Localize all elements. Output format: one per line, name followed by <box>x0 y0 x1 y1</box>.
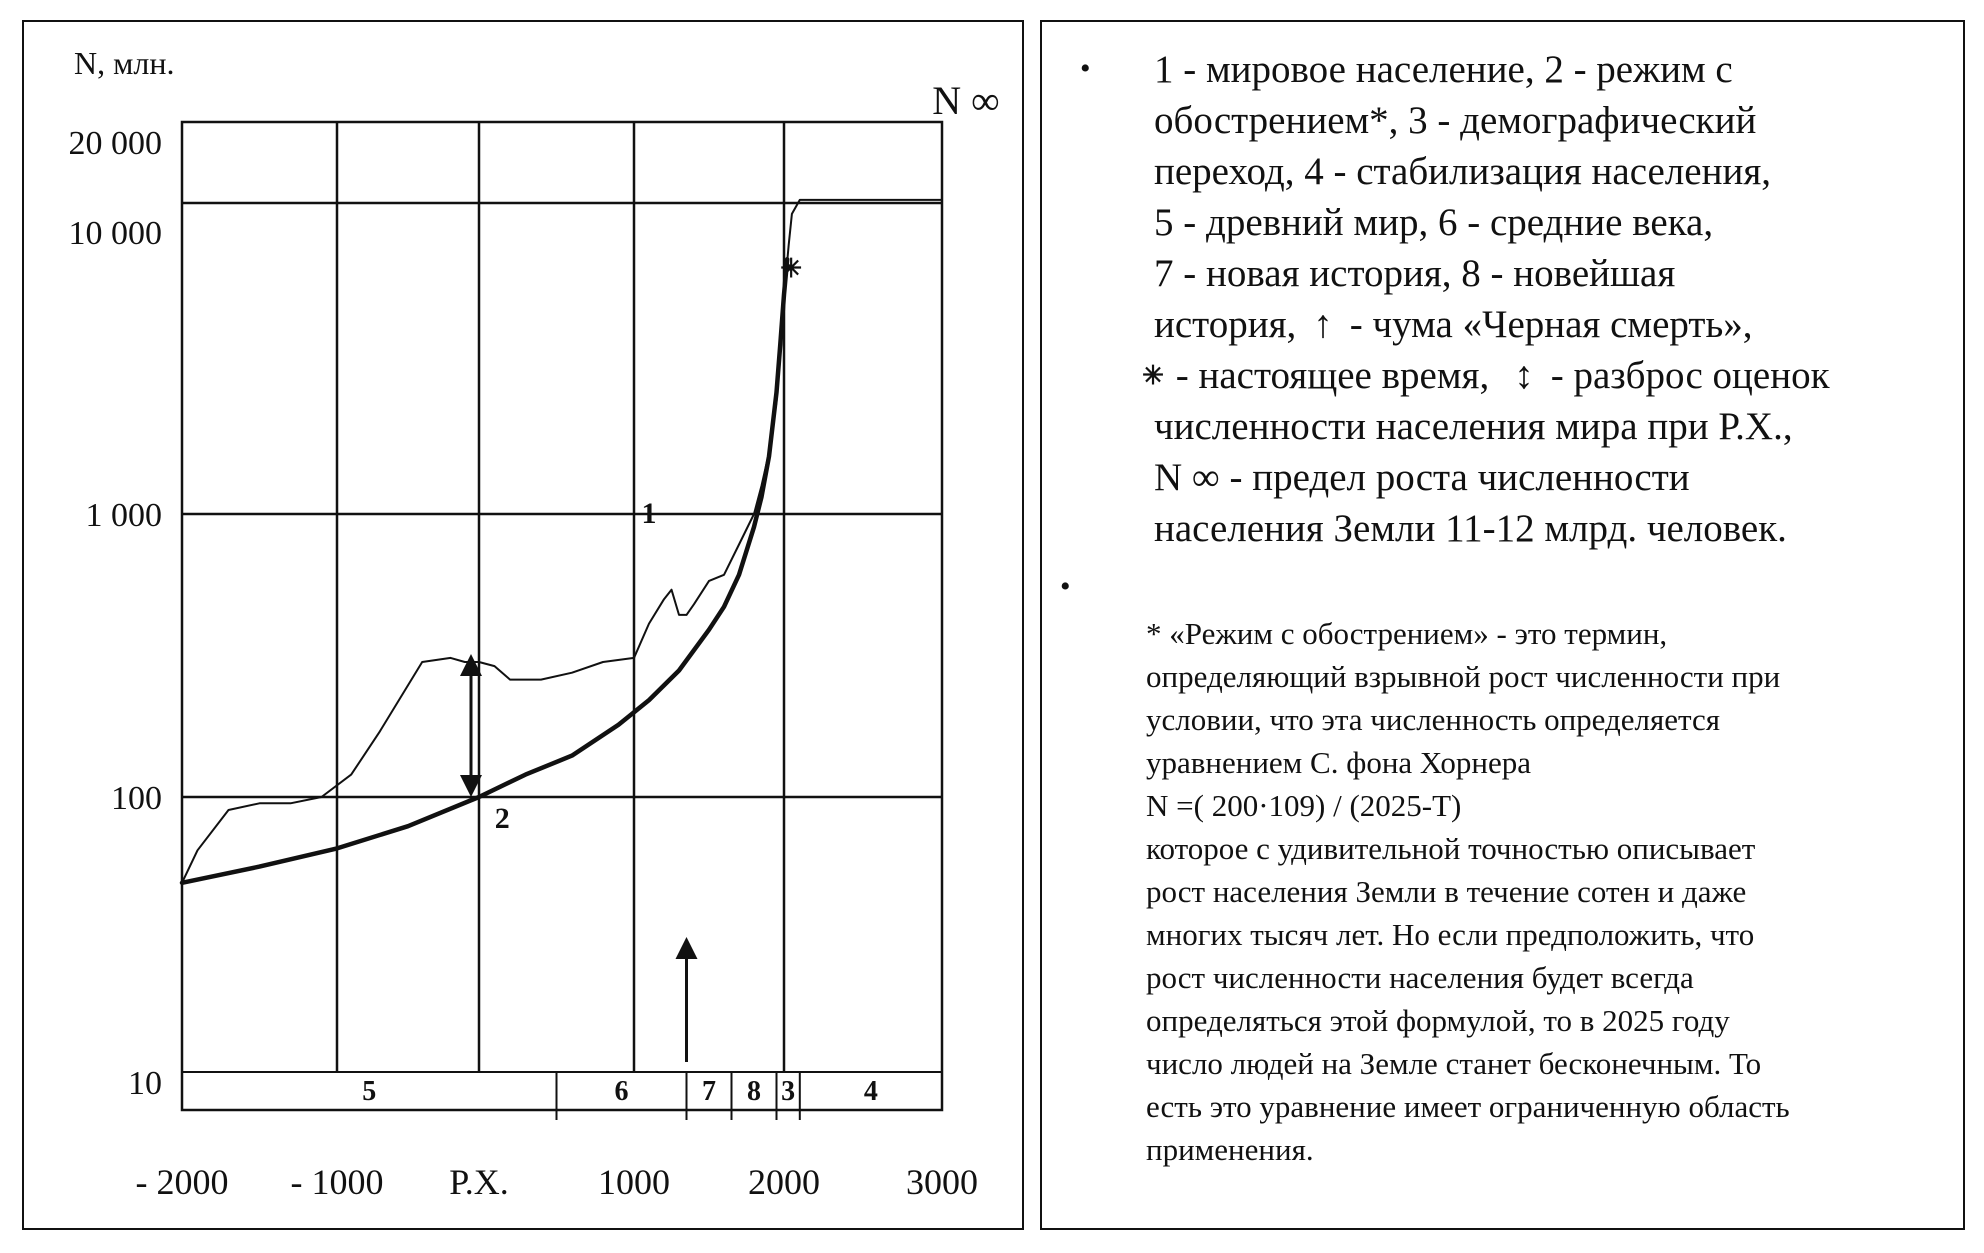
footnote-line: определяющий взрывной рост численности при <box>1146 659 1781 694</box>
era-label: 6 <box>614 1076 629 1107</box>
x-tick-label: 3000 <box>906 1162 978 1202</box>
curve-label: 2 <box>494 801 510 835</box>
footnote-line: рост численности населения будет всегда <box>1146 960 1694 995</box>
legend-bullet-1: • <box>1080 52 1091 85</box>
population-chart <box>24 22 1026 1232</box>
x-tick-label: - 1000 <box>290 1162 384 1202</box>
present-time-marker: ✳ <box>780 254 803 284</box>
up-arrow-icon: ↑ <box>1313 303 1333 346</box>
black-death-arrow-head <box>676 937 698 959</box>
y-tick-label: 20 000 <box>68 125 162 162</box>
legend-line-post: - разброс оценок <box>1540 354 1830 397</box>
footnote-line: условии, что эта численность определяется <box>1146 702 1720 737</box>
plot-frame <box>182 122 942 1110</box>
footnote-line: * «Режим с обострением» - это термин, <box>1146 616 1668 651</box>
y-tick-label: 1 000 <box>85 497 162 534</box>
footnote-line: есть это уравнение имеет ограниченную область <box>1146 1089 1790 1124</box>
legend-line-post: - настоящее время, <box>1166 354 1490 397</box>
y-tick-label: 10 <box>128 1065 162 1102</box>
legend-bullet-2: • <box>1060 570 1071 603</box>
legend-line: N ∞ - предел роста численности <box>1154 456 1690 499</box>
footnote-line: применения. <box>1146 1132 1314 1167</box>
x-tick-label: - 2000 <box>135 1162 229 1202</box>
curve-label: 1 <box>641 496 657 530</box>
footnote-line: рост населения Земли в течение сотен и даже <box>1146 874 1747 909</box>
y-tick-label: 100 <box>111 780 162 817</box>
y-tick-label: 10 000 <box>68 215 162 252</box>
legend-line: 7 - новая история, 8 - новейшая <box>1154 252 1676 295</box>
legend-line: численности населения мира при Р.Х., <box>1154 405 1793 448</box>
footnote-line: уравнением С. фона Хорнера <box>1146 745 1531 780</box>
era-label: 3 <box>781 1076 796 1107</box>
chart-panel <box>22 20 1024 1230</box>
legend-line-pre: история, <box>1154 303 1307 346</box>
legend-line: населения Земли 11-12 млрд. человек. <box>1154 507 1787 550</box>
legend-line: 5 - древний мир, 6 - средние века, <box>1154 201 1714 244</box>
legend-line <box>1154 299 1944 350</box>
x-tick-label: Р.Х. <box>449 1162 509 1202</box>
y-axis-label: N, млн. <box>74 45 175 81</box>
footnote-line: N =( 200·109) / (2025-T) <box>1146 788 1462 823</box>
star-marker-icon: ✳ <box>1142 361 1164 390</box>
footnote-line: многих тысяч лет. Но если предположить, что <box>1146 917 1755 952</box>
series-line-2 <box>182 259 787 883</box>
legend-line: переход, 4 - стабилизация населения, <box>1154 150 1772 193</box>
legend-line: 1 - мировое население, 2 - режим с <box>1154 48 1733 91</box>
footnote-line: которое с удивительной точностью описывает <box>1146 831 1756 866</box>
x-tick-label: 2000 <box>748 1162 820 1202</box>
era-label: 5 <box>362 1076 377 1107</box>
legend-line-post: - чума «Черная смерть», <box>1340 303 1753 346</box>
era-label: 4 <box>863 1076 878 1107</box>
double-arrow-icon: ↕ <box>1514 354 1534 397</box>
series-line-1 <box>182 200 942 883</box>
legend-text <box>1142 44 1944 554</box>
footnote-line: число людей на Земле станет бесконечным. То <box>1146 1046 1762 1081</box>
legend-line: обострением*, 3 - демографический <box>1154 99 1757 142</box>
footnote-line: определяться этой формулой, то в 2025 году <box>1146 1003 1730 1038</box>
legend-line <box>1140 350 1944 401</box>
era-label: 8 <box>747 1076 761 1107</box>
era-label: 7 <box>702 1076 716 1107</box>
n-infinity-label: N ∞ <box>932 78 1000 123</box>
x-tick-label: 1000 <box>598 1162 670 1202</box>
footnote <box>1146 612 1946 1171</box>
legend-panel <box>1040 20 1965 1230</box>
